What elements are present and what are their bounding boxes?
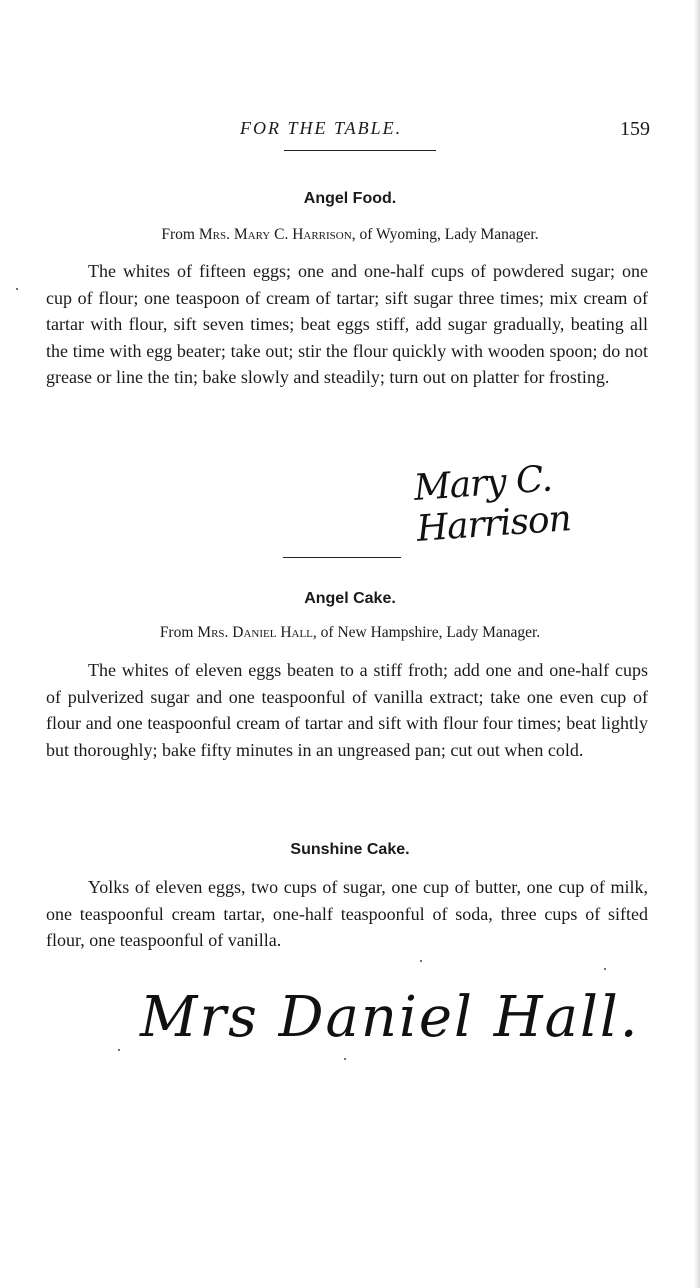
source-prefix: From <box>159 624 194 641</box>
running-title: FOR THE TABLE. <box>240 118 403 138</box>
print-speck <box>118 1049 120 1051</box>
print-speck <box>344 1058 346 1060</box>
section-rule <box>283 557 401 558</box>
print-speck <box>420 960 422 962</box>
recipe-heading-angel-cake: Angel Cake. <box>304 590 396 607</box>
recipe-heading-sunshine-cake: Sunshine Cake. <box>290 841 410 858</box>
recipe-body-angel-cake: The whites of eleven eggs beaten to a stiff froth; add one and one-half cups of pulverized sugar and one teaspoonful of vanilla extract; take one even cup of flour and one teaspoonful cream of tartar and sift with flour four times; beat lightly but thoroughly; bake fifty minutes in an ungreased pan; cut out when cold. <box>46 660 648 760</box>
header-rule <box>284 150 436 151</box>
source-suffix: of Wyoming, Lady Manager. <box>359 226 539 243</box>
source-suffix: of New Hampshire, Lady Manager. <box>320 624 541 641</box>
signature-daniel-hall: Mrs Daniel Hall. <box>140 985 640 1050</box>
print-speck <box>604 968 606 970</box>
signature-mary-harrison: Mary C. Harrison <box>412 458 572 550</box>
page-number: 159 <box>620 118 650 140</box>
recipe-heading-angel-food: Angel Food. <box>303 190 397 207</box>
running-head <box>0 118 700 142</box>
source-name: Mrs. Daniel Hall, <box>197 624 317 641</box>
source-prefix: From <box>161 226 195 243</box>
recipe-source-angel-food <box>0 226 700 244</box>
recipe-source-angel-cake <box>0 624 700 642</box>
print-speck <box>16 288 18 290</box>
recipe-body-angel-food: The whites of fifteen eggs; one and one-half cups of powdered sugar; one cup of flour; one teaspoon of cream of tartar; sift sugar three times; mix cream of tartar with flour, sift seven times; beat eggs stiff, add sugar gradually, beating all the time with egg beater; take out; stir the flour quickly with wooden spoon; do not grease or line the tin; bake slowly and steadily; turn out on platter for frosting. <box>46 261 648 387</box>
recipe-body-sunshine-cake: Yolks of eleven eggs, two cups of sugar, one cup of butter, one cup of milk, one teaspoonful cream tartar, one-half teaspoonful of soda, three cups of sifted flour, one teaspoonful of vanilla. <box>46 877 648 950</box>
source-name: Mrs. Mary C. Harrison, <box>198 226 356 243</box>
